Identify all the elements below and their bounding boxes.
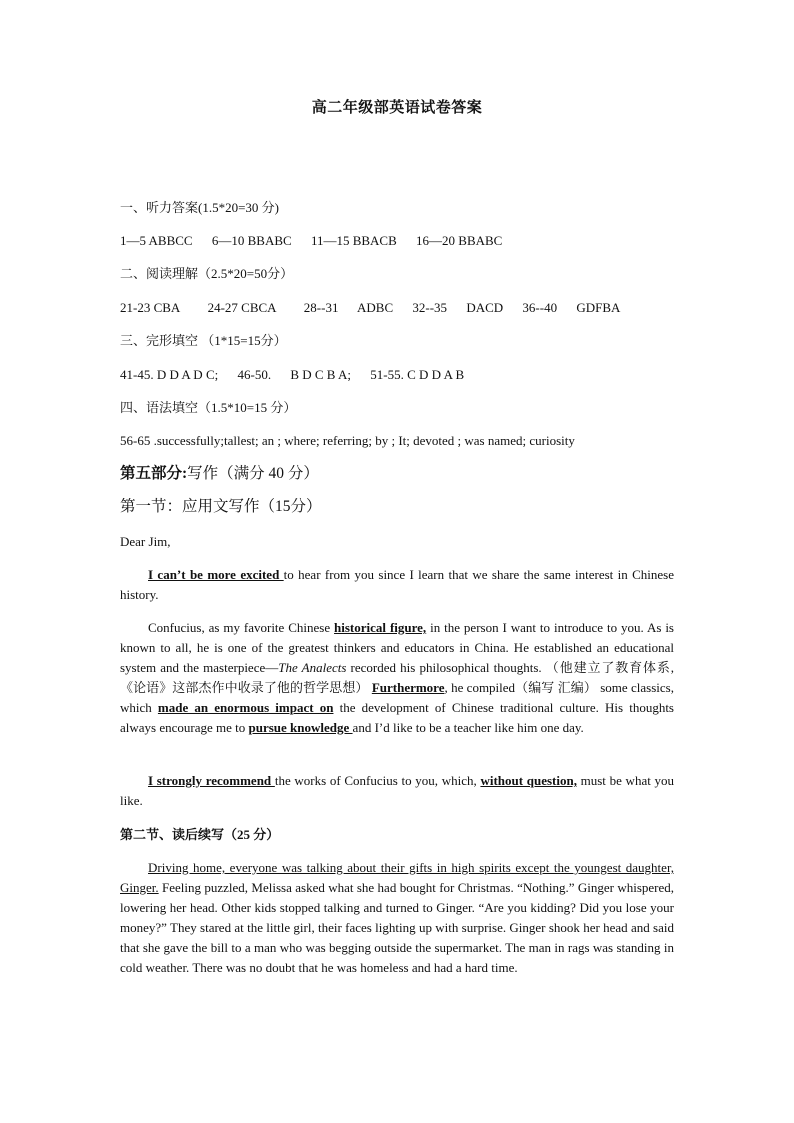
answer-group: 16—20 BBABC bbox=[416, 233, 503, 248]
book-title: The Analects bbox=[278, 660, 347, 675]
continuation-paragraph bbox=[120, 858, 674, 978]
answer-group: 24-27 CBCA bbox=[207, 300, 277, 315]
reading-answers bbox=[120, 298, 676, 318]
highlight-phrase: Furthermore bbox=[371, 680, 445, 695]
writing-heading-rest: 写作（满分 40 分） bbox=[187, 465, 319, 482]
highlight-phrase: I can’t be more excited bbox=[148, 567, 284, 582]
paragraph-text: , he compiled（编写 汇编） some classics, which bbox=[120, 680, 674, 715]
cloze-heading: 三、完形填空 （1*15=15分） bbox=[120, 333, 287, 348]
paragraph-text: must be what you like. bbox=[120, 773, 675, 808]
highlight-phrase: historical figure, bbox=[334, 620, 427, 635]
writing-heading-bold: 第五部分: bbox=[120, 465, 188, 482]
paragraph-text: in the person I want to introduce to you. As is known to all, he is one of the greatest thinkers and educators in China. He established an educational system and the masterpiece— bbox=[120, 620, 674, 675]
highlight-phrase: pursue knowledge bbox=[248, 720, 353, 735]
letter-paragraph-2 bbox=[120, 618, 674, 738]
letter-paragraph-1 bbox=[120, 565, 674, 605]
answer-group: GDFBA bbox=[576, 300, 621, 315]
answer-group: 46-50. bbox=[237, 367, 272, 382]
answer-group: 36--40 bbox=[522, 300, 558, 315]
writing-heading bbox=[120, 464, 676, 484]
part1-heading: 第一节：应用文写作（15分） bbox=[120, 498, 322, 515]
letter-greeting: Dear Jim, bbox=[120, 534, 171, 549]
highlight-phrase: I strongly recommend bbox=[148, 773, 275, 788]
highlight-phrase: made an enormous impact on bbox=[157, 700, 334, 715]
listening-answers bbox=[120, 231, 676, 251]
reading-heading: 二、阅读理解（2.5*20=50分） bbox=[120, 266, 294, 281]
paragraph-text: Feeling puzzled, Melissa asked what she had bought for Christmas. “Nothing.” Ginger whispered, lowering her head. Other kids stopped talking and turned to Ginger. “Are you kidding? Did you lose your money?” They stared at the little girl, their faces lighting up with surprise. Ginger shook her head and said that she gave the bill to a man who was begging outside the supermarket. The man in rags was standing in cold weather. There was no doubt that he was homeless and had a hard time. bbox=[120, 880, 674, 975]
answer-group: DACD bbox=[466, 300, 504, 315]
paragraph-text: Confucius, as my favorite Chinese bbox=[148, 620, 335, 635]
answer-group: 6—10 BBABC bbox=[211, 233, 292, 248]
answer-group: ADBC bbox=[357, 300, 394, 315]
paragraph-text: the works of Confucius to you, which, bbox=[274, 773, 481, 788]
grammar-heading: 四、语法填空（1.5*10=15 分） bbox=[120, 400, 297, 415]
answer-group: 11—15 BBACB bbox=[310, 233, 397, 248]
paragraph-text: the development of Chinese traditional culture. His thoughts always encourage me to bbox=[120, 700, 674, 735]
part2-heading: 第二节、读后续写（25 分） bbox=[120, 827, 280, 842]
paragraph-text: and I’d like to be a teacher like him one day. bbox=[352, 720, 584, 735]
cloze-answers bbox=[120, 365, 676, 385]
paragraph-text: recorded his philosophical thoughts. （他建立了教育体系,《论语》这部杰作中收录了他的哲学思想） bbox=[120, 660, 675, 695]
answer-group: 28--31 bbox=[303, 300, 339, 315]
grammar-answers: 56-65 .successfully;tallest; an ; where; referring; by ; It; devoted ; was named; curiosity bbox=[120, 433, 575, 448]
answer-group: 41-45. D D A D C; bbox=[120, 367, 219, 382]
listening-heading: 一、听力答案(1.5*20=30 分) bbox=[120, 200, 279, 215]
page-title: 高二年级部英语试卷答案 bbox=[311, 100, 483, 116]
paragraph-text: to hear from you since I learn that we share the same interest in Chinese history. bbox=[120, 567, 674, 602]
answer-group: 1—5 ABBCC bbox=[120, 233, 193, 248]
answer-group: B D C B A; bbox=[290, 367, 352, 382]
answer-group: 21-23 CBA bbox=[120, 300, 181, 315]
answer-group: 51-55. C D D A B bbox=[370, 367, 465, 382]
underlined-sentence: Driving home, everyone was talking about their gifts in high spirits except the youngest daughter, Ginger. bbox=[120, 860, 674, 895]
highlight-phrase: without question, bbox=[480, 773, 577, 788]
answer-group: 32--35 bbox=[412, 300, 448, 315]
letter-paragraph-3 bbox=[120, 771, 674, 811]
